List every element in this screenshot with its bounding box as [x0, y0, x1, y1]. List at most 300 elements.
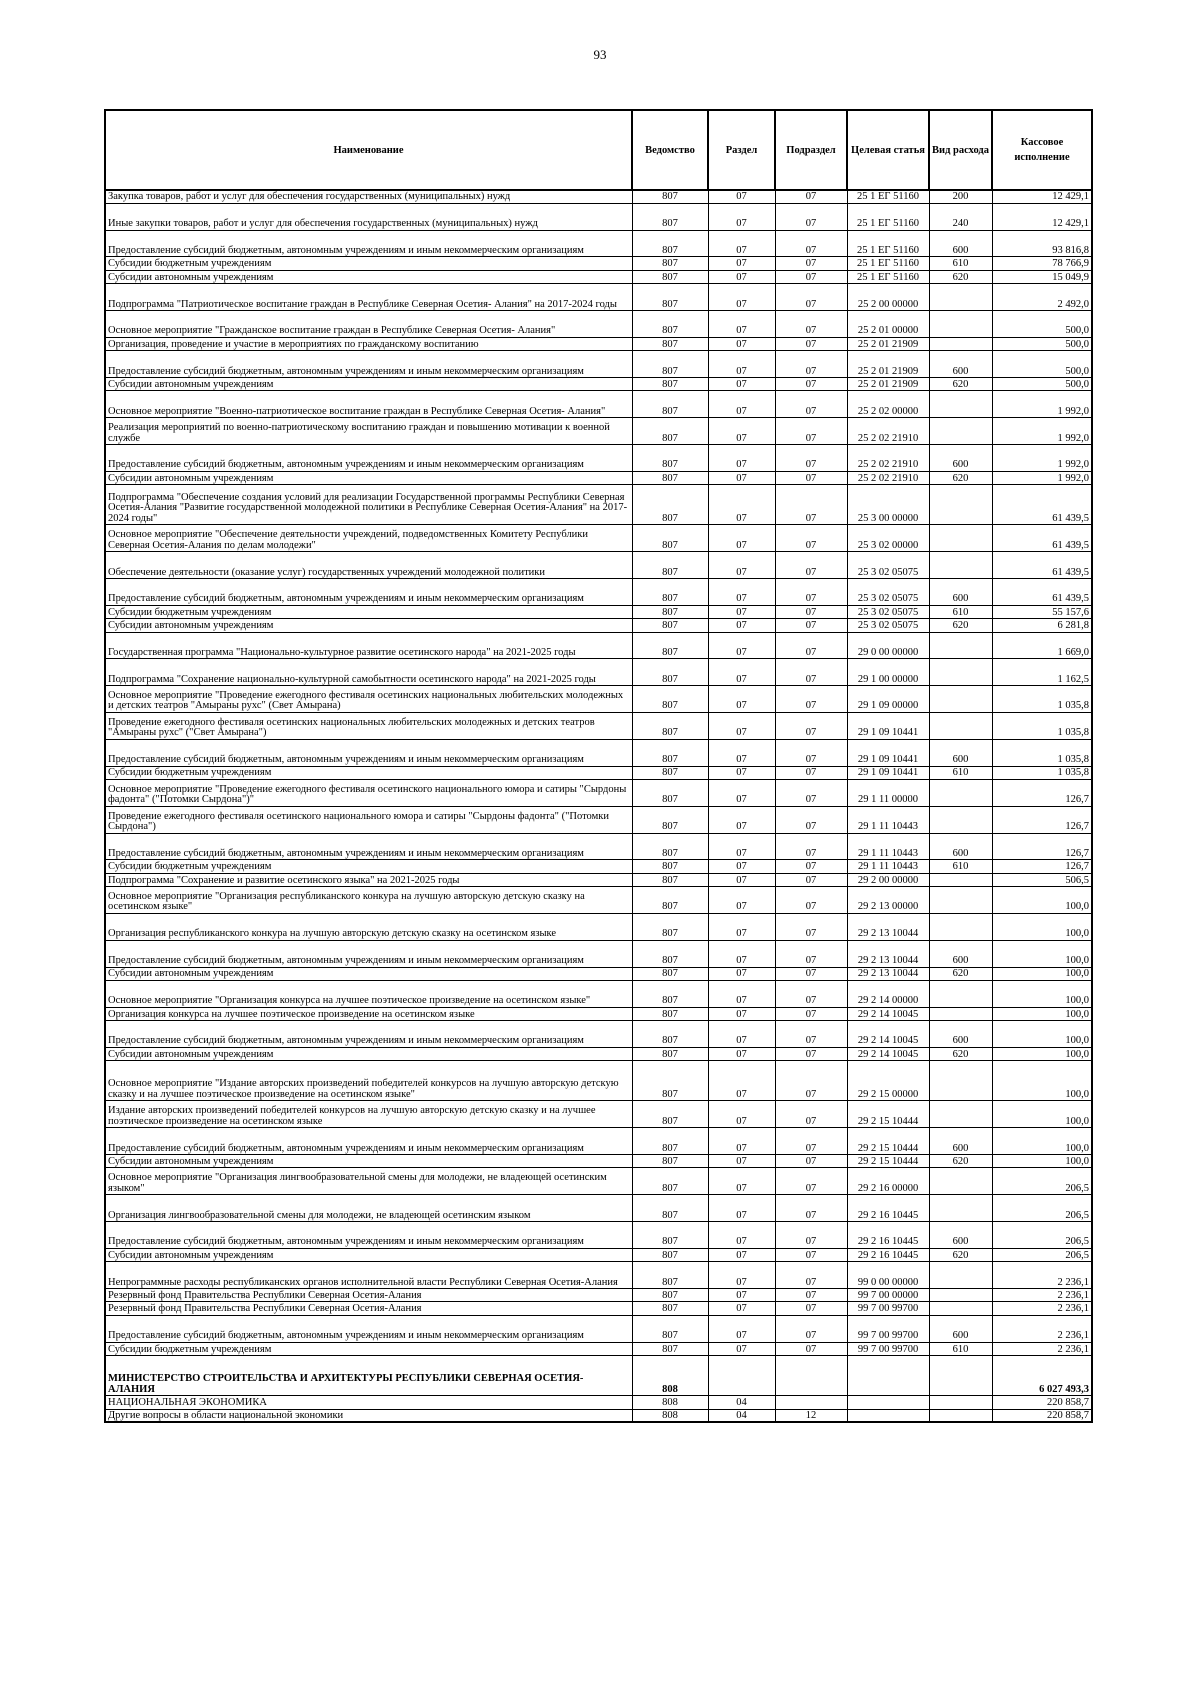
row-amount: 500,0	[992, 311, 1092, 338]
row-razdel: 07	[708, 712, 775, 739]
row-vid	[929, 913, 992, 940]
row-celevaya: 29 2 13 10044	[847, 940, 929, 967]
row-amount: 1 162,5	[992, 659, 1092, 686]
row-podrazdel: 07	[775, 1289, 847, 1302]
table-row	[105, 1356, 1092, 1396]
row-amount: 1 992,0	[992, 471, 1092, 484]
row-amount: 1 992,0	[992, 391, 1092, 418]
row-celevaya: 25 1 ЕГ 51160	[847, 230, 929, 257]
row-celevaya: 29 1 09 10441	[847, 739, 929, 766]
row-razdel: 07	[708, 980, 775, 1007]
row-name: Основное мероприятие "Организация республиканского конкура на лучшую авторскую детскую сказку на осетинском языке"	[105, 887, 632, 914]
row-ved: 807	[632, 1047, 708, 1060]
row-podrazdel: 07	[775, 391, 847, 418]
row-razdel: 07	[708, 1007, 775, 1020]
table-header	[105, 110, 1092, 190]
row-celevaya: 25 3 02 05075	[847, 619, 929, 632]
row-razdel: 07	[708, 1128, 775, 1155]
row-amount: 100,0	[992, 913, 1092, 940]
row-podrazdel: 07	[775, 1101, 847, 1128]
row-celevaya: 25 3 02 05075	[847, 605, 929, 618]
row-name: Проведение ежегодного фестиваля осетинского национального юмора и сатиры "Сырдоны фадонта" ("Потомки Сырдона")	[105, 806, 632, 833]
row-vid	[929, 873, 992, 886]
row-amount: 1 035,8	[992, 712, 1092, 739]
row-amount: 220 858,7	[992, 1409, 1092, 1422]
row-ved: 807	[632, 391, 708, 418]
row-vid	[929, 525, 992, 552]
row-celevaya: 99 0 00 00000	[847, 1262, 929, 1289]
row-vid: 600	[929, 445, 992, 472]
table-body	[105, 190, 1092, 1422]
row-vid	[929, 1007, 992, 1020]
row-celevaya: 29 2 13 10044	[847, 967, 929, 980]
row-ved: 807	[632, 257, 708, 270]
row-vid: 600	[929, 940, 992, 967]
row-celevaya: 29 1 11 10443	[847, 806, 929, 833]
table-row	[105, 284, 1092, 311]
row-podrazdel: 07	[775, 980, 847, 1007]
row-podrazdel	[775, 1356, 847, 1396]
row-vid: 620	[929, 619, 992, 632]
row-celevaya: 29 2 14 10045	[847, 1007, 929, 1020]
row-vid: 240	[929, 203, 992, 230]
table-row	[105, 1289, 1092, 1302]
row-celevaya: 25 3 02 05075	[847, 579, 929, 606]
table-row	[105, 913, 1092, 940]
row-podrazdel: 07	[775, 257, 847, 270]
table-row	[105, 779, 1092, 806]
row-name: Субсидии бюджетным учреждениям	[105, 860, 632, 873]
row-name: Субсидии автономным учреждениям	[105, 967, 632, 980]
row-celevaya: 29 1 11 10443	[847, 860, 929, 873]
row-name: Субсидии бюджетным учреждениям	[105, 1342, 632, 1355]
row-celevaya: 25 1 ЕГ 51160	[847, 190, 929, 203]
table-row	[105, 619, 1092, 632]
table-row	[105, 378, 1092, 391]
row-razdel: 07	[708, 887, 775, 914]
table-row	[105, 1101, 1092, 1128]
row-ved: 807	[632, 471, 708, 484]
row-celevaya: 25 2 00 00000	[847, 284, 929, 311]
row-ved: 807	[632, 552, 708, 579]
row-name: Предоставление субсидий бюджетным, автономным учреждениям и иным некоммерческим организациям	[105, 445, 632, 472]
row-amount: 206,5	[992, 1248, 1092, 1261]
row-vid: 620	[929, 967, 992, 980]
row-celevaya: 99 7 00 00000	[847, 1289, 929, 1302]
row-vid: 200	[929, 190, 992, 203]
row-amount: 1 035,8	[992, 686, 1092, 713]
row-name: Предоставление субсидий бюджетным, автономным учреждениям и иным некоммерческим организациям	[105, 833, 632, 860]
row-razdel: 07	[708, 913, 775, 940]
row-razdel: 07	[708, 337, 775, 350]
row-vid	[929, 1061, 992, 1101]
row-razdel: 07	[708, 257, 775, 270]
row-ved: 807	[632, 712, 708, 739]
row-razdel: 07	[708, 471, 775, 484]
row-celevaya: 25 1 ЕГ 51160	[847, 257, 929, 270]
row-razdel: 04	[708, 1409, 775, 1422]
row-razdel: 07	[708, 391, 775, 418]
row-amount: 500,0	[992, 351, 1092, 378]
row-ved: 807	[632, 418, 708, 445]
row-celevaya: 29 2 15 00000	[847, 1061, 929, 1101]
row-amount: 55 157,6	[992, 605, 1092, 618]
row-vid: 600	[929, 351, 992, 378]
table-row	[105, 833, 1092, 860]
row-vid	[929, 552, 992, 579]
row-vid: 620	[929, 471, 992, 484]
table-row	[105, 940, 1092, 967]
row-celevaya: 25 3 02 00000	[847, 525, 929, 552]
table-row	[105, 1061, 1092, 1101]
row-vid	[929, 485, 992, 525]
row-vid: 600	[929, 1128, 992, 1155]
table-row	[105, 967, 1092, 980]
row-vid: 600	[929, 579, 992, 606]
row-amount: 1 669,0	[992, 632, 1092, 659]
row-podrazdel: 07	[775, 766, 847, 779]
row-ved: 807	[632, 779, 708, 806]
row-razdel: 07	[708, 860, 775, 873]
row-celevaya: 29 2 16 00000	[847, 1168, 929, 1195]
row-podrazdel: 07	[775, 378, 847, 391]
row-ved: 807	[632, 1061, 708, 1101]
row-celevaya: 25 2 01 00000	[847, 311, 929, 338]
row-ved: 807	[632, 980, 708, 1007]
row-name: Другие вопросы в области национальной экономики	[105, 1409, 632, 1422]
row-podrazdel: 07	[775, 579, 847, 606]
header-name: Наименование	[105, 110, 632, 190]
table-row	[105, 1047, 1092, 1060]
table-row	[105, 632, 1092, 659]
row-podrazdel: 07	[775, 1195, 847, 1222]
row-name: Государственная программа "Национально-культурное развитие осетинского народа" на 2021-2025 годы	[105, 632, 632, 659]
row-podrazdel: 12	[775, 1409, 847, 1422]
row-ved: 807	[632, 203, 708, 230]
row-vid	[929, 391, 992, 418]
row-ved: 807	[632, 940, 708, 967]
row-ved: 807	[632, 659, 708, 686]
row-podrazdel: 07	[775, 779, 847, 806]
table-row	[105, 1222, 1092, 1249]
table-row	[105, 311, 1092, 338]
row-podrazdel: 07	[775, 1315, 847, 1342]
row-razdel: 07	[708, 1262, 775, 1289]
table-row	[105, 1302, 1092, 1315]
row-name: Субсидии бюджетным учреждениям	[105, 605, 632, 618]
table-row	[105, 1155, 1092, 1168]
header-razdel: Раздел	[708, 110, 775, 190]
row-razdel: 07	[708, 311, 775, 338]
row-ved: 807	[632, 190, 708, 203]
row-ved: 807	[632, 833, 708, 860]
table-row	[105, 1021, 1092, 1048]
row-podrazdel: 07	[775, 203, 847, 230]
row-name: Организация, проведение и участие в мероприятиях по гражданскому воспитанию	[105, 337, 632, 350]
row-razdel: 07	[708, 1222, 775, 1249]
row-podrazdel: 07	[775, 1222, 847, 1249]
table-row	[105, 806, 1092, 833]
row-podrazdel: 07	[775, 1007, 847, 1020]
row-celevaya: 25 2 02 00000	[847, 391, 929, 418]
row-name: Основное мероприятие "Проведение ежегодного фестиваля осетинских национальных любительских молодежных и детских театров "Амыраны рухс" (Свет Амырана)	[105, 686, 632, 713]
row-podrazdel: 07	[775, 270, 847, 283]
row-vid	[929, 337, 992, 350]
row-ved: 807	[632, 1128, 708, 1155]
row-podrazdel: 07	[775, 190, 847, 203]
row-razdel: 07	[708, 485, 775, 525]
row-razdel: 04	[708, 1396, 775, 1409]
row-podrazdel: 07	[775, 418, 847, 445]
table-row	[105, 1195, 1092, 1222]
row-vid: 600	[929, 1021, 992, 1048]
table-row	[105, 1248, 1092, 1261]
table-row	[105, 579, 1092, 606]
row-name: МИНИСТЕРСТВО СТРОИТЕЛЬСТВА И АРХИТЕКТУРЫ РЕСПУБЛИКИ СЕВЕРНАЯ ОСЕТИЯ-АЛАНИЯ	[105, 1356, 632, 1396]
table-row	[105, 1315, 1092, 1342]
row-name: Субсидии автономным учреждениям	[105, 270, 632, 283]
row-vid: 600	[929, 1222, 992, 1249]
header-podrazdel: Подраздел	[775, 110, 847, 190]
table-row	[105, 1396, 1092, 1409]
row-podrazdel: 07	[775, 833, 847, 860]
row-ved: 807	[632, 887, 708, 914]
row-podrazdel: 07	[775, 686, 847, 713]
header-vid: Вид расхода	[929, 110, 992, 190]
row-name: Проведение ежегодного фестиваля осетинских национальных любительских молодежных и детских театров "Амыраны рухс" ("Свет Амырана")	[105, 712, 632, 739]
row-ved: 807	[632, 1155, 708, 1168]
row-name: Основное мероприятие "Издание авторских произведений победителей конкурсов на лучшую авторскую детскую сказку и на лучшее поэтическое произведение на осетинском языке"	[105, 1061, 632, 1101]
row-amount: 61 439,5	[992, 485, 1092, 525]
row-razdel: 07	[708, 873, 775, 886]
row-ved: 807	[632, 311, 708, 338]
row-amount: 206,5	[992, 1168, 1092, 1195]
row-celevaya	[847, 1409, 929, 1422]
row-razdel: 07	[708, 779, 775, 806]
row-podrazdel: 07	[775, 860, 847, 873]
row-amount: 6 027 493,3	[992, 1356, 1092, 1396]
row-razdel: 07	[708, 766, 775, 779]
row-celevaya: 29 0 00 00000	[847, 632, 929, 659]
row-amount: 12 429,1	[992, 203, 1092, 230]
row-ved: 807	[632, 686, 708, 713]
row-name: Основное мероприятие "Обеспечение деятельности учреждений, подведомственных Комитету Республики Северная Осетия-Алания по делам молодежи"	[105, 525, 632, 552]
row-ved: 807	[632, 1007, 708, 1020]
row-amount: 100,0	[992, 887, 1092, 914]
row-name: Реализация мероприятий по военно-патриотическому воспитанию граждан и повышению мотивации к военной службе	[105, 418, 632, 445]
row-amount: 2 492,0	[992, 284, 1092, 311]
row-amount: 506,5	[992, 873, 1092, 886]
row-ved: 807	[632, 913, 708, 940]
table-row	[105, 391, 1092, 418]
row-amount: 93 816,8	[992, 230, 1092, 257]
row-vid	[929, 712, 992, 739]
row-name: Субсидии бюджетным учреждениям	[105, 766, 632, 779]
row-vid: 610	[929, 257, 992, 270]
row-amount: 1 992,0	[992, 445, 1092, 472]
row-razdel: 07	[708, 351, 775, 378]
row-podrazdel: 07	[775, 445, 847, 472]
row-vid	[929, 1302, 992, 1315]
row-amount: 61 439,5	[992, 525, 1092, 552]
row-podrazdel: 07	[775, 1128, 847, 1155]
row-vid: 610	[929, 1342, 992, 1355]
row-name: Субсидии автономным учреждениям	[105, 1155, 632, 1168]
row-name: Основное мероприятие "Организация лингвообразовательной смены для молодежи, не владеющей осетинским языком"	[105, 1168, 632, 1195]
row-vid	[929, 1101, 992, 1128]
row-celevaya: 25 3 02 05075	[847, 552, 929, 579]
row-name: Подпрограмма "Сохранение национально-культурной самобытности осетинского народа" на 2021-2025 годы	[105, 659, 632, 686]
row-celevaya: 25 1 ЕГ 51160	[847, 270, 929, 283]
row-name: Предоставление субсидий бюджетным, автономным учреждениям и иным некоммерческим организациям	[105, 1128, 632, 1155]
row-podrazdel: 07	[775, 471, 847, 484]
row-podrazdel: 07	[775, 1061, 847, 1101]
row-amount: 61 439,5	[992, 579, 1092, 606]
row-podrazdel	[775, 1396, 847, 1409]
row-ved: 808	[632, 1356, 708, 1396]
row-podrazdel: 07	[775, 552, 847, 579]
row-name: Подпрограмма "Обеспечение создания условий для реализации Государственной программы Республики Северная Осетия-Алания "Развитие государственной молодежной политики в Республике Северная Осетия-Алания" на 2017-2024 годы"	[105, 485, 632, 525]
row-razdel	[708, 1356, 775, 1396]
row-name: Обеспечение деятельности (оказание услуг) государственных учреждений молодежной политики	[105, 552, 632, 579]
row-vid: 600	[929, 739, 992, 766]
row-amount: 100,0	[992, 1128, 1092, 1155]
row-razdel: 07	[708, 1248, 775, 1261]
row-vid: 620	[929, 270, 992, 283]
row-ved: 807	[632, 485, 708, 525]
table-row	[105, 525, 1092, 552]
row-amount: 15 049,9	[992, 270, 1092, 283]
row-podrazdel: 07	[775, 619, 847, 632]
table-row	[105, 1007, 1092, 1020]
row-name: Субсидии автономным учреждениям	[105, 378, 632, 391]
table-row	[105, 605, 1092, 618]
row-vid: 610	[929, 860, 992, 873]
table-row	[105, 712, 1092, 739]
row-amount: 100,0	[992, 940, 1092, 967]
row-name: Резервный фонд Правительства Республики Северная Осетия-Алания	[105, 1289, 632, 1302]
row-name: Субсидии автономным учреждениям	[105, 1047, 632, 1060]
row-amount: 100,0	[992, 1021, 1092, 1048]
row-celevaya: 29 2 16 10445	[847, 1195, 929, 1222]
row-vid: 620	[929, 378, 992, 391]
row-celevaya: 29 1 11 10443	[847, 833, 929, 860]
table-row	[105, 980, 1092, 1007]
row-amount: 220 858,7	[992, 1396, 1092, 1409]
row-podrazdel: 07	[775, 632, 847, 659]
row-ved: 808	[632, 1409, 708, 1422]
table-row	[105, 471, 1092, 484]
row-celevaya: 25 1 ЕГ 51160	[847, 203, 929, 230]
row-amount: 61 439,5	[992, 552, 1092, 579]
row-podrazdel: 07	[775, 940, 847, 967]
row-name: Иные закупки товаров, работ и услуг для обеспечения государственных (муниципальных) нужд	[105, 203, 632, 230]
row-razdel: 07	[708, 552, 775, 579]
row-razdel: 07	[708, 1289, 775, 1302]
row-amount: 100,0	[992, 1007, 1092, 1020]
row-podrazdel: 07	[775, 712, 847, 739]
row-razdel: 07	[708, 1302, 775, 1315]
row-podrazdel: 07	[775, 337, 847, 350]
row-razdel: 07	[708, 270, 775, 283]
row-name: Основное мероприятие "Военно-патриотическое воспитание граждан в Республике Северная Осетия- Алания"	[105, 391, 632, 418]
row-vid: 600	[929, 1315, 992, 1342]
row-razdel: 07	[708, 284, 775, 311]
row-name: Организация конкурса на лучшее поэтическое произведение на осетинском языке	[105, 1007, 632, 1020]
row-name: Предоставление субсидий бюджетным, автономным учреждениям и иным некоммерческим организациям	[105, 351, 632, 378]
row-vid	[929, 632, 992, 659]
row-podrazdel: 07	[775, 967, 847, 980]
row-podrazdel: 07	[775, 739, 847, 766]
row-name: Предоставление субсидий бюджетным, автономным учреждениям и иным некоммерческим организациям	[105, 230, 632, 257]
row-razdel: 07	[708, 833, 775, 860]
row-ved: 807	[632, 619, 708, 632]
table-row	[105, 860, 1092, 873]
row-amount: 100,0	[992, 967, 1092, 980]
row-amount: 500,0	[992, 337, 1092, 350]
row-podrazdel: 07	[775, 1302, 847, 1315]
row-name: Основное мероприятие "Проведение ежегодного фестиваля осетинского национального юмора и сатиры "Сырдоны фадонта" ("Потомки Сырдона")"	[105, 779, 632, 806]
table-row	[105, 739, 1092, 766]
row-celevaya: 29 2 14 10045	[847, 1021, 929, 1048]
row-name: Предоставление субсидий бюджетным, автономным учреждениям и иным некоммерческим организациям	[105, 1021, 632, 1048]
row-celevaya: 29 1 11 00000	[847, 779, 929, 806]
row-vid	[929, 1195, 992, 1222]
row-name: Подпрограмма "Патриотическое воспитание граждан в Республике Северная Осетия- Алания" на 2017-2024 годы	[105, 284, 632, 311]
row-name: Закупка товаров, работ и услуг для обеспечения государственных (муниципальных) нужд	[105, 190, 632, 203]
row-vid	[929, 1356, 992, 1396]
row-amount: 206,5	[992, 1195, 1092, 1222]
row-name: Субсидии автономным учреждениям	[105, 619, 632, 632]
row-ved: 807	[632, 270, 708, 283]
row-celevaya: 99 7 00 99700	[847, 1315, 929, 1342]
row-ved: 807	[632, 605, 708, 618]
row-ved: 807	[632, 632, 708, 659]
row-name: Предоставление субсидий бюджетным, автономным учреждениям и иным некоммерческим организациям	[105, 579, 632, 606]
row-podrazdel: 07	[775, 1248, 847, 1261]
row-name: Организация лингвообразовательной смены для молодежи, не владеющей осетинским языком	[105, 1195, 632, 1222]
row-ved: 807	[632, 378, 708, 391]
row-vid	[929, 1409, 992, 1422]
row-razdel: 07	[708, 1195, 775, 1222]
row-podrazdel: 07	[775, 659, 847, 686]
row-razdel: 07	[708, 203, 775, 230]
row-ved: 807	[632, 230, 708, 257]
row-podrazdel: 07	[775, 913, 847, 940]
table-row	[105, 257, 1092, 270]
row-vid	[929, 1396, 992, 1409]
row-celevaya: 29 2 14 00000	[847, 980, 929, 1007]
row-vid	[929, 284, 992, 311]
row-celevaya: 25 2 02 21910	[847, 471, 929, 484]
row-amount: 500,0	[992, 378, 1092, 391]
row-amount: 1 035,8	[992, 766, 1092, 779]
row-podrazdel: 07	[775, 1155, 847, 1168]
row-vid	[929, 779, 992, 806]
row-vid: 600	[929, 230, 992, 257]
row-celevaya: 29 2 14 10045	[847, 1047, 929, 1060]
row-celevaya: 99 7 00 99700	[847, 1302, 929, 1315]
row-amount: 2 236,1	[992, 1262, 1092, 1289]
row-ved: 807	[632, 1101, 708, 1128]
row-amount: 126,7	[992, 779, 1092, 806]
row-celevaya: 29 2 15 10444	[847, 1101, 929, 1128]
row-podrazdel: 07	[775, 887, 847, 914]
row-ved: 807	[632, 1021, 708, 1048]
table-row	[105, 190, 1092, 203]
row-vid	[929, 1262, 992, 1289]
row-razdel: 07	[708, 686, 775, 713]
